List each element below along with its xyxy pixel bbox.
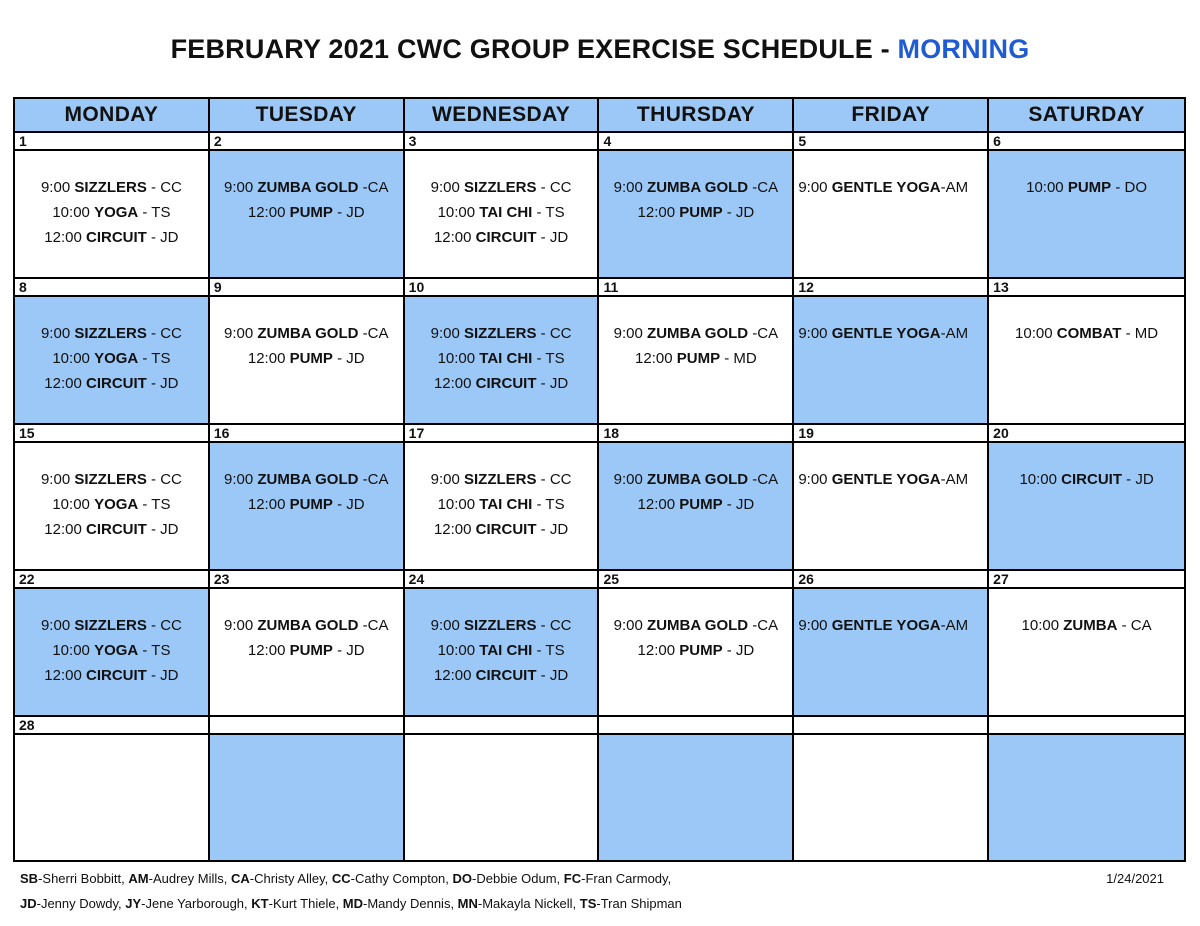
class-entry: [599, 613, 792, 638]
class-time: 9:00: [40, 471, 71, 488]
class-name: SIZZLERS: [464, 617, 537, 634]
class-entry: [794, 467, 987, 492]
day-cell: [989, 735, 1184, 860]
class-name: PUMP: [679, 496, 723, 513]
class-entry: [989, 467, 1184, 492]
class-instructor: - TS: [532, 496, 565, 513]
date-number: 1: [15, 133, 210, 151]
class-instructor: -CA: [358, 617, 389, 634]
instructor-code: MN: [457, 896, 478, 911]
class-instructor: -CA: [358, 471, 389, 488]
class-entry: [405, 371, 598, 396]
class-name: TAI CHI: [479, 350, 533, 367]
class-instructor: - CC: [536, 179, 572, 196]
class-time: 12:00: [433, 521, 472, 538]
class-time: 10:00: [1021, 617, 1060, 634]
day-cell: [15, 151, 210, 279]
instructor-name: -Jenny Dowdy,: [36, 896, 126, 911]
class-entry: [989, 613, 1184, 638]
class-entry: [405, 175, 598, 200]
class-name: PUMP: [289, 204, 333, 221]
instructor-legend: [20, 866, 1180, 916]
class-name: PUMP: [1067, 179, 1112, 196]
class-entry: [405, 225, 598, 250]
class-entry: [989, 321, 1184, 346]
class-entry: [794, 175, 987, 200]
day-cell: [405, 589, 600, 717]
class-time: 10:00: [52, 350, 90, 367]
class-instructor: - TS: [138, 204, 171, 221]
class-name: ZUMBA: [1063, 617, 1118, 634]
class-name: SIZZLERS: [464, 471, 537, 488]
class-name: GENTLE YOGA: [831, 179, 941, 196]
day-header-tuesday: TUESDAY: [210, 99, 405, 133]
class-time: 12:00: [637, 642, 676, 659]
instructor-name: -Audrey Mills,: [148, 871, 231, 886]
day-cell: [599, 297, 794, 425]
class-name: ZUMBA GOLD: [647, 471, 749, 488]
class-name: SIZZLERS: [74, 617, 147, 634]
class-name: YOGA: [94, 204, 139, 221]
class-entry: [15, 175, 208, 200]
date-number: 11: [599, 279, 794, 297]
class-instructor: - CC: [146, 179, 182, 196]
day-cell: [405, 443, 600, 571]
instructor-code: SB: [20, 871, 39, 886]
class-instructor: - CC: [536, 617, 572, 634]
class-entry: [405, 200, 598, 225]
class-name: GENTLE YOGA: [831, 617, 941, 634]
legend-line-2: [20, 891, 1180, 916]
class-time: 9:00: [40, 179, 71, 196]
class-name: YOGA: [94, 350, 139, 367]
class-name: PUMP: [289, 350, 333, 367]
date-number: [794, 717, 989, 735]
day-cell: [210, 589, 405, 717]
date-number: 4: [599, 133, 794, 151]
class-name: CIRCUIT: [86, 375, 147, 392]
class-entry: [405, 321, 598, 346]
class-instructor: - JD: [536, 521, 569, 538]
class-entry: [405, 663, 598, 688]
class-name: ZUMBA GOLD: [257, 471, 359, 488]
class-instructor: -CA: [358, 325, 389, 342]
date-number: 12: [794, 279, 989, 297]
class-name: ZUMBA GOLD: [257, 617, 359, 634]
class-time: 9:00: [430, 617, 460, 634]
class-entry: [405, 638, 598, 663]
class-name: SIZZLERS: [74, 325, 147, 342]
class-instructor: - TS: [138, 350, 171, 367]
instructor-code: MD: [342, 896, 364, 911]
class-time: 9:00: [798, 179, 828, 196]
day-header-thursday: THURSDAY: [599, 99, 794, 133]
instructor-code: CA: [230, 871, 250, 886]
day-cell: [15, 735, 210, 860]
class-time: 9:00: [224, 179, 254, 196]
class-name: ZUMBA GOLD: [257, 325, 359, 342]
class-time: 12:00: [44, 229, 82, 246]
class-instructor: -CA: [748, 471, 779, 488]
class-instructor: -CA: [748, 179, 779, 196]
class-time: 12:00: [44, 521, 82, 538]
day-cell: [599, 443, 794, 571]
class-time: 9:00: [798, 617, 828, 634]
class-instructor: - JD: [146, 229, 179, 246]
class-entry: [599, 492, 792, 517]
class-name: YOGA: [94, 496, 139, 513]
class-instructor: - JD: [536, 667, 569, 684]
instructor-code: DO: [452, 871, 473, 886]
class-instructor: - MD: [720, 350, 757, 367]
date-number: 17: [405, 425, 600, 443]
class-time: 9:00: [430, 471, 460, 488]
class-time: 9:00: [224, 325, 254, 342]
class-name: PUMP: [289, 642, 333, 659]
instructor-code: FC: [563, 871, 582, 886]
schedule-table: [13, 97, 1186, 862]
day-header-monday: MONDAY: [15, 99, 210, 133]
class-instructor: - CC: [536, 471, 572, 488]
class-time: 9:00: [430, 179, 460, 196]
title-accent: MORNING: [897, 34, 1030, 64]
class-instructor: - JD: [146, 375, 179, 392]
day-cell: [989, 151, 1184, 279]
class-instructor: - TS: [532, 350, 565, 367]
class-time: 10:00: [52, 496, 90, 513]
class-time: 12:00: [433, 229, 472, 246]
schedule-title: [0, 34, 1200, 65]
class-name: CIRCUIT: [475, 375, 537, 392]
class-time: 12:00: [433, 375, 472, 392]
class-instructor: - JD: [146, 521, 179, 538]
class-time: 9:00: [798, 471, 828, 488]
class-time: 12:00: [247, 642, 286, 659]
date-number: 16: [210, 425, 405, 443]
class-name: YOGA: [94, 642, 139, 659]
class-entry: [15, 321, 208, 346]
instructor-code: AM: [128, 871, 149, 886]
class-name: PUMP: [679, 204, 723, 221]
date-number: [405, 717, 600, 735]
class-entry: [599, 175, 792, 200]
date-number: 27: [989, 571, 1184, 589]
class-instructor: -AM: [940, 179, 969, 196]
date-number: 5: [794, 133, 989, 151]
instructor-name: -Mandy Dennis,: [363, 896, 458, 911]
class-entry: [599, 638, 792, 663]
class-instructor: -CA: [748, 617, 779, 634]
class-name: CIRCUIT: [475, 521, 537, 538]
class-name: CIRCUIT: [86, 521, 147, 538]
date-number: 22: [15, 571, 210, 589]
class-name: COMBAT: [1056, 325, 1122, 342]
class-name: CIRCUIT: [475, 229, 537, 246]
day-cell: [15, 443, 210, 571]
class-instructor: - CC: [536, 325, 572, 342]
day-cell: [599, 589, 794, 717]
day-cell: [405, 151, 600, 279]
day-header-friday: FRIDAY: [794, 99, 989, 133]
instructor-name: -Jene Yarborough,: [141, 896, 252, 911]
class-instructor: - CC: [146, 325, 182, 342]
class-instructor: - TS: [532, 204, 565, 221]
class-entry: [210, 200, 403, 225]
date-number: 10: [405, 279, 600, 297]
class-name: SIZZLERS: [464, 179, 537, 196]
class-instructor: - JD: [332, 642, 365, 659]
class-time: 12:00: [247, 350, 286, 367]
class-instructor: - JD: [1122, 471, 1154, 488]
class-entry: [794, 321, 987, 346]
class-time: 12:00: [44, 667, 82, 684]
class-entry: [210, 492, 403, 517]
class-entry: [210, 638, 403, 663]
class-time: 12:00: [247, 204, 286, 221]
schedule-grid: [15, 99, 1184, 860]
class-name: ZUMBA GOLD: [647, 617, 749, 634]
class-instructor: - TS: [138, 642, 171, 659]
class-instructor: -CA: [358, 179, 389, 196]
class-instructor: - CC: [146, 617, 182, 634]
class-entry: [210, 321, 403, 346]
class-name: PUMP: [289, 496, 333, 513]
day-header-wednesday: WEDNESDAY: [405, 99, 600, 133]
class-time: 12:00: [247, 496, 286, 513]
instructor-name: -Cathy Compton,: [350, 871, 453, 886]
class-instructor: - DO: [1111, 179, 1148, 196]
class-time: 12:00: [44, 375, 82, 392]
class-name: PUMP: [679, 642, 723, 659]
instructor-name: -Makayla Nickell,: [477, 896, 580, 911]
day-cell: [210, 735, 405, 860]
date-number: 25: [599, 571, 794, 589]
class-time: 9:00: [40, 617, 71, 634]
day-cell: [210, 443, 405, 571]
class-entry: [794, 613, 987, 638]
class-time: 10:00: [52, 204, 90, 221]
class-name: GENTLE YOGA: [831, 471, 941, 488]
date-number: 28: [15, 717, 210, 735]
class-name: PUMP: [676, 350, 721, 367]
class-entry: [599, 346, 792, 371]
date-number: 24: [405, 571, 600, 589]
class-entry: [15, 613, 208, 638]
class-entry: [405, 467, 598, 492]
class-instructor: - MD: [1121, 325, 1159, 342]
class-instructor: - JD: [722, 204, 755, 221]
class-instructor: - JD: [536, 229, 569, 246]
legend-line-1: [20, 866, 1180, 891]
instructor-code: JY: [125, 896, 142, 911]
class-name: ZUMBA GOLD: [647, 179, 749, 196]
instructor-code: TS: [579, 896, 597, 911]
class-time: 10:00: [437, 350, 476, 367]
instructor-name: -Debbie Odum,: [472, 871, 564, 886]
class-entry: [15, 371, 208, 396]
class-instructor: - JD: [722, 642, 755, 659]
class-entry: [210, 467, 403, 492]
class-time: 9:00: [613, 471, 643, 488]
class-time: 9:00: [224, 471, 254, 488]
class-instructor: - JD: [332, 496, 365, 513]
class-entry: [989, 175, 1184, 200]
class-entry: [405, 613, 598, 638]
date-number: 18: [599, 425, 794, 443]
class-entry: [210, 613, 403, 638]
class-instructor: - JD: [722, 496, 755, 513]
day-cell: [989, 297, 1184, 425]
class-instructor: - JD: [536, 375, 569, 392]
day-cell: [405, 297, 600, 425]
class-entry: [15, 517, 208, 542]
class-entry: [405, 492, 598, 517]
class-time: 10:00: [437, 496, 476, 513]
instructor-code: CC: [331, 871, 351, 886]
class-instructor: -AM: [940, 617, 969, 634]
title-main: FEBRUARY 2021 CWC GROUP EXERCISE SCHEDULE -: [170, 34, 898, 64]
class-entry: [15, 467, 208, 492]
class-time: 9:00: [40, 325, 71, 342]
day-cell: [794, 151, 989, 279]
date-number: 9: [210, 279, 405, 297]
class-entry: [210, 175, 403, 200]
class-name: CIRCUIT: [86, 667, 147, 684]
class-instructor: - JD: [146, 667, 179, 684]
date-number: [599, 717, 794, 735]
date-number: 6: [989, 133, 1184, 151]
class-instructor: - TS: [532, 642, 565, 659]
class-instructor: -CA: [748, 325, 779, 342]
date-number: 3: [405, 133, 600, 151]
class-time: 9:00: [613, 325, 643, 342]
class-time: 9:00: [430, 325, 460, 342]
day-cell: [15, 589, 210, 717]
class-name: ZUMBA GOLD: [647, 325, 749, 342]
class-name: ZUMBA GOLD: [257, 179, 359, 196]
class-name: CIRCUIT: [475, 667, 537, 684]
class-time: 12:00: [637, 496, 676, 513]
class-entry: [15, 663, 208, 688]
class-name: GENTLE YOGA: [831, 325, 941, 342]
date-number: 8: [15, 279, 210, 297]
class-name: SIZZLERS: [74, 179, 147, 196]
day-cell: [405, 735, 600, 860]
date-number: 19: [794, 425, 989, 443]
class-time: 10:00: [1026, 179, 1064, 196]
class-name: TAI CHI: [479, 642, 533, 659]
class-instructor: - CA: [1117, 617, 1152, 634]
class-time: 10:00: [1019, 471, 1057, 488]
date-number: 2: [210, 133, 405, 151]
class-name: TAI CHI: [479, 204, 533, 221]
day-cell: [794, 297, 989, 425]
date-number: 23: [210, 571, 405, 589]
class-entry: [599, 467, 792, 492]
class-entry: [15, 346, 208, 371]
class-instructor: - JD: [332, 204, 365, 221]
day-cell: [989, 443, 1184, 571]
class-entry: [15, 492, 208, 517]
class-entry: [599, 321, 792, 346]
day-cell: [15, 297, 210, 425]
day-cell: [989, 589, 1184, 717]
class-time: 10:00: [52, 642, 90, 659]
day-cell: [210, 297, 405, 425]
date-number: 26: [794, 571, 989, 589]
class-name: CIRCUIT: [1061, 471, 1122, 488]
instructor-name: -Fran Carmody,: [581, 871, 672, 886]
class-instructor: - JD: [332, 350, 365, 367]
class-time: 9:00: [613, 617, 643, 634]
instructor-name: -Sherri Bobbitt,: [38, 871, 129, 886]
class-instructor: - CC: [146, 471, 182, 488]
class-time: 9:00: [798, 325, 828, 342]
class-time: 12:00: [635, 350, 673, 367]
day-cell: [794, 589, 989, 717]
class-entry: [15, 200, 208, 225]
class-time: 10:00: [1015, 325, 1053, 342]
class-entry: [405, 346, 598, 371]
day-header-saturday: SATURDAY: [989, 99, 1184, 133]
class-time: 9:00: [613, 179, 643, 196]
class-instructor: - TS: [138, 496, 171, 513]
date-number: [210, 717, 405, 735]
date-number: 13: [989, 279, 1184, 297]
instructor-name: -Christy Alley,: [249, 871, 332, 886]
instructor-code: JD: [20, 896, 37, 911]
date-number: 15: [15, 425, 210, 443]
class-entry: [599, 200, 792, 225]
class-entry: [210, 346, 403, 371]
date-number: [989, 717, 1184, 735]
class-name: CIRCUIT: [86, 229, 147, 246]
day-cell: [794, 443, 989, 571]
day-cell: [210, 151, 405, 279]
class-time: 10:00: [437, 642, 476, 659]
date-number: 20: [989, 425, 1184, 443]
class-name: SIZZLERS: [74, 471, 147, 488]
class-entry: [15, 225, 208, 250]
class-instructor: -AM: [940, 325, 969, 342]
class-time: 9:00: [224, 617, 254, 634]
class-name: TAI CHI: [479, 496, 533, 513]
class-entry: [15, 638, 208, 663]
class-instructor: -AM: [940, 471, 969, 488]
day-cell: [599, 151, 794, 279]
class-time: 12:00: [433, 667, 472, 684]
revision-date: 1/24/2021: [1106, 871, 1164, 886]
class-time: 12:00: [637, 204, 676, 221]
class-time: 10:00: [437, 204, 476, 221]
class-name: SIZZLERS: [464, 325, 537, 342]
instructor-name: -Kurt Thiele,: [268, 896, 343, 911]
instructor-code: KT: [251, 896, 269, 911]
class-entry: [405, 517, 598, 542]
day-cell: [794, 735, 989, 860]
day-cell: [599, 735, 794, 860]
instructor-name: -Tran Shipman: [596, 896, 682, 911]
